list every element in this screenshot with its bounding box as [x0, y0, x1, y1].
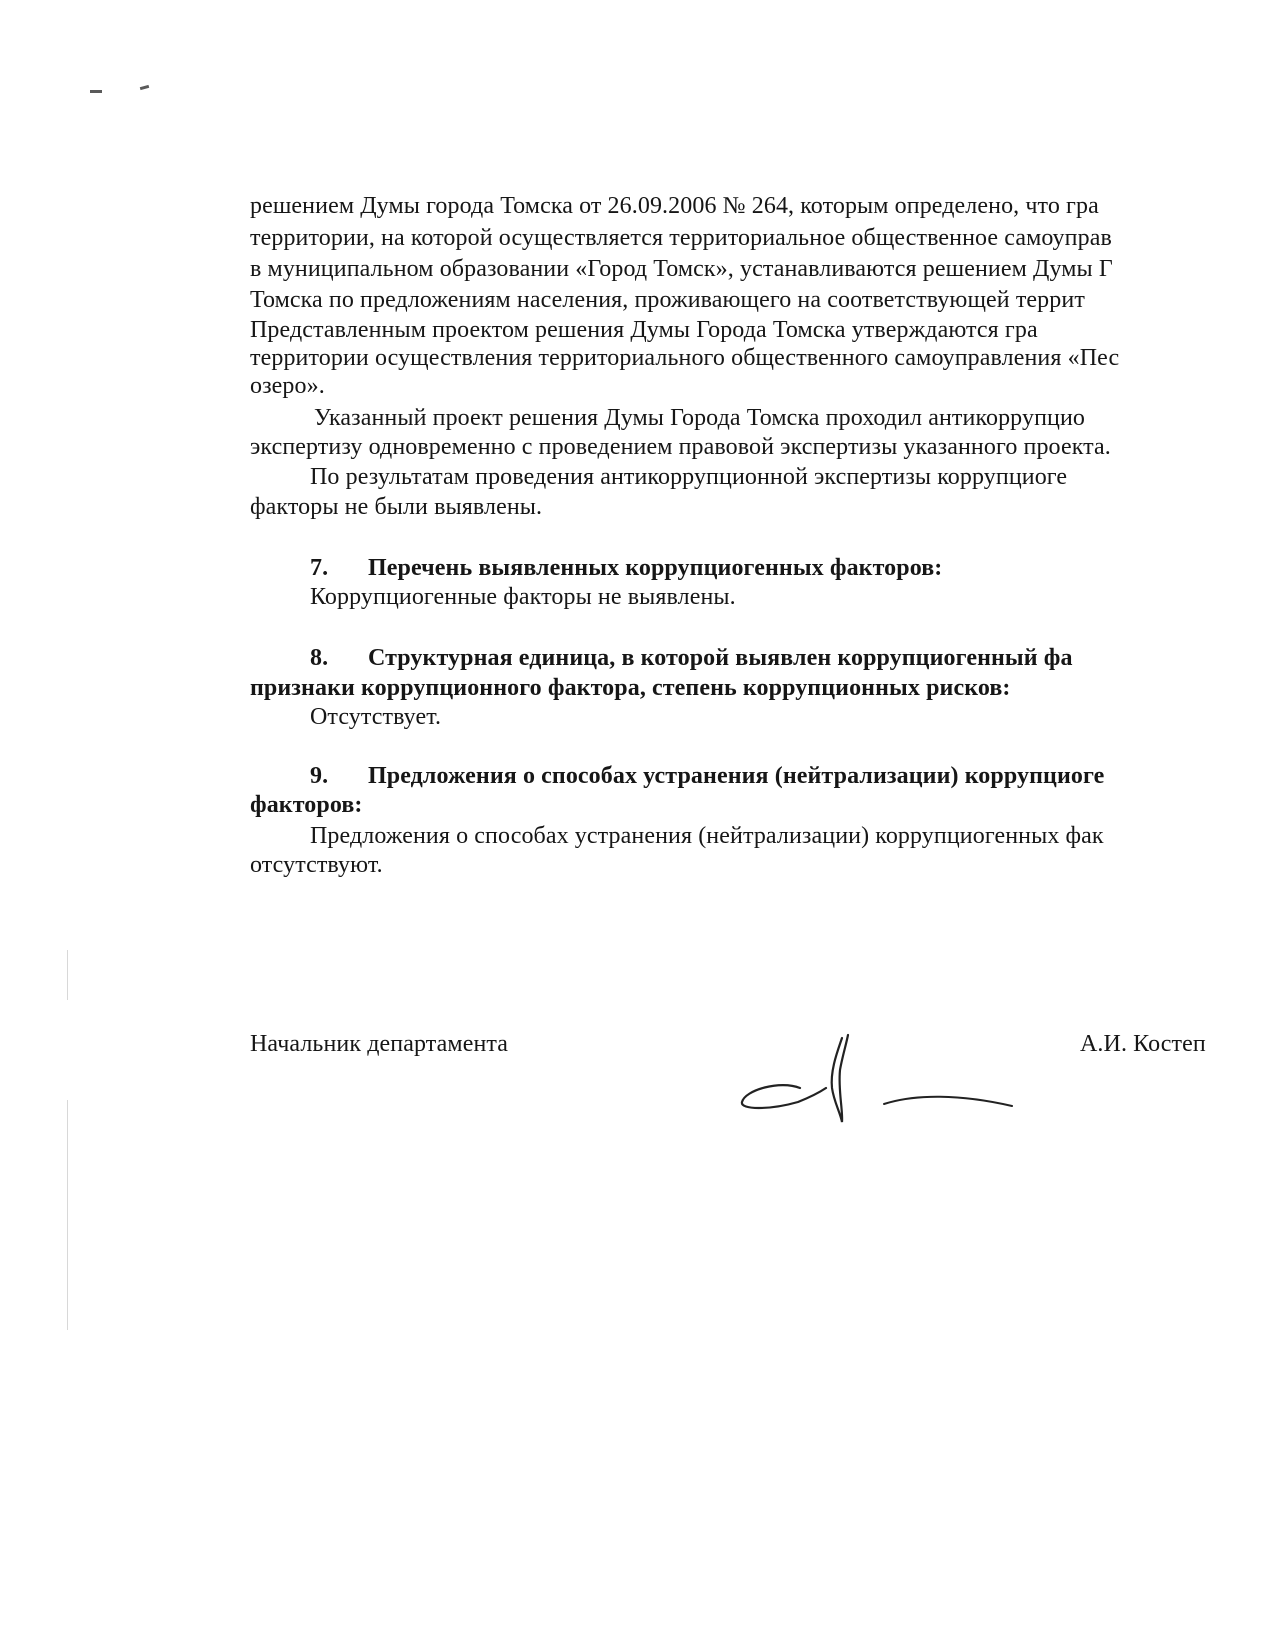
paragraph-line: в муниципальном образовании «Город Томск», устанавливаются решением Думы Г — [250, 256, 1113, 282]
section-number: 7. — [310, 555, 329, 581]
paragraph-line: факторы не были выявлены. — [250, 494, 543, 520]
paragraph-line: Представленным проектом решения Думы Города Томска утверждаются гра — [250, 317, 1038, 343]
section-heading: признаки коррупционного фактора, степень коррупционных рисков: — [250, 675, 1011, 701]
paragraph-line: По результатам проведения антикоррупционной экспертизы коррупциоге — [310, 464, 1068, 490]
signatory-name: А.И. Костеп — [1080, 1031, 1206, 1057]
section-number: 9. — [310, 763, 329, 789]
scan-mark — [90, 90, 102, 93]
section-body: Коррупциогенные факторы не выявлены. — [310, 584, 736, 610]
scan-edge-line — [67, 1100, 68, 1330]
handwritten-signature — [730, 1030, 1030, 1130]
section-heading: факторов: — [250, 792, 363, 818]
section-heading: Структурная единица, в которой выявлен коррупциогенный фа — [368, 645, 1073, 671]
scan-edge-line — [67, 950, 68, 1000]
section-body: отсутствуют. — [250, 852, 383, 878]
paragraph-line: решением Думы города Томска от 26.09.2006 № 264, которым определено, что гра — [250, 193, 1099, 219]
section-heading: Предложения о способах устранения (нейтрализации) коррупциоге — [368, 763, 1105, 789]
section-body: Отсутствует. — [310, 704, 442, 730]
scan-mark — [140, 85, 149, 90]
paragraph-line: экспертизу одновременно с проведением правовой экспертизы указанного проекта. — [250, 434, 1111, 460]
paragraph-line: Указанный проект решения Думы Города Томска проходил антикоррупцио — [314, 405, 1086, 431]
paragraph-line: озеро». — [250, 373, 325, 399]
signatory-position: Начальник департамента — [250, 1031, 509, 1057]
paragraph-line: Томска по предложениям населения, проживающего на соответствующей террит — [250, 287, 1085, 313]
section-body: Предложения о способах устранения (нейтрализации) коррупциогенных фак — [310, 823, 1104, 849]
section-number: 8. — [310, 645, 329, 671]
section-heading: Перечень выявленных коррупциогенных факторов: — [368, 555, 943, 581]
paragraph-line: территории осуществления территориального общественного самоуправления «Пес — [250, 345, 1120, 371]
paragraph-line: территории, на которой осуществляется территориальное общественное самоуправ — [250, 225, 1112, 251]
